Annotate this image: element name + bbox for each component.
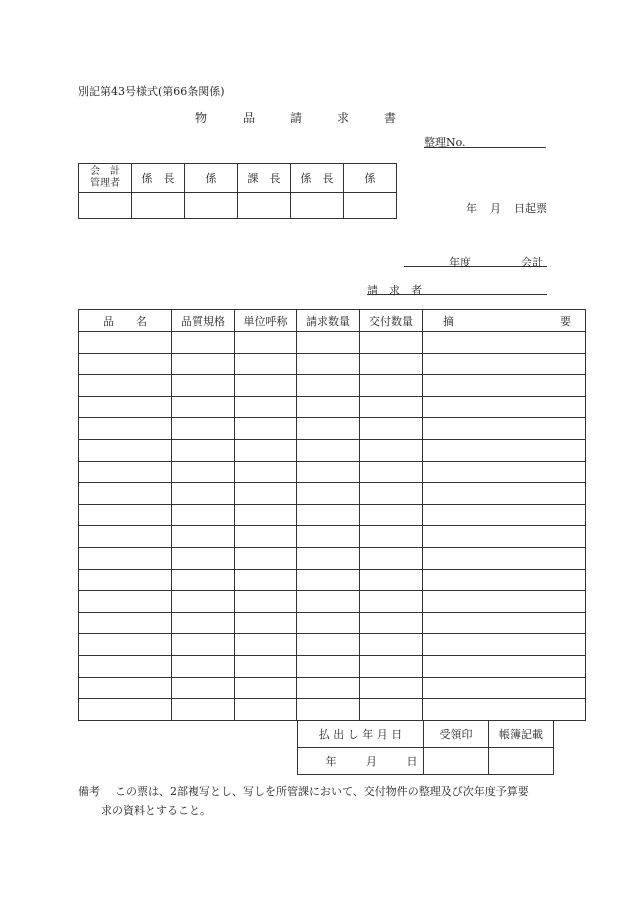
table-cell[interactable] [79, 547, 172, 569]
table-cell[interactable] [360, 591, 423, 613]
table-cell[interactable] [79, 612, 172, 634]
table-cell[interactable] [172, 591, 235, 613]
table-cell[interactable] [297, 396, 360, 418]
table-row [79, 591, 586, 613]
table-cell[interactable] [423, 396, 586, 418]
table-cell[interactable] [235, 612, 297, 634]
table-cell[interactable] [297, 655, 360, 677]
table-cell[interactable] [235, 439, 297, 461]
table-row [79, 461, 586, 483]
title-char: 品 [243, 111, 256, 125]
approval-stamp-cell[interactable] [79, 193, 132, 219]
items-body [79, 332, 586, 721]
notes-label: 備考 [78, 785, 100, 798]
table-cell[interactable] [423, 526, 586, 548]
table-cell[interactable] [360, 396, 423, 418]
issue-year-label: 年 [466, 202, 477, 215]
table-cell[interactable] [172, 526, 235, 548]
table-cell[interactable] [423, 418, 586, 440]
table-cell[interactable] [235, 353, 297, 375]
table-cell[interactable] [360, 483, 423, 505]
table-cell[interactable] [172, 677, 235, 699]
approval-header-kaikei: 会 計 管理者 [79, 164, 132, 193]
table-cell[interactable] [360, 634, 423, 656]
approval-stamp-cell[interactable] [344, 193, 397, 219]
table-cell[interactable] [360, 418, 423, 440]
table-row [79, 699, 586, 721]
table-cell[interactable] [297, 569, 360, 591]
header-delivered-qty: 交付数量 [360, 310, 423, 332]
table-cell[interactable] [172, 612, 235, 634]
table-cell[interactable] [172, 375, 235, 397]
issue-day-label: 日起票 [514, 202, 547, 215]
table-cell[interactable] [172, 634, 235, 656]
table-cell[interactable] [360, 612, 423, 634]
table-cell[interactable] [79, 591, 172, 613]
table-cell[interactable] [297, 461, 360, 483]
header-remarks [423, 310, 586, 332]
table-cell[interactable] [235, 591, 297, 613]
table-cell[interactable] [423, 699, 586, 721]
table-cell[interactable] [235, 569, 297, 591]
payout-date-header: 払 出 し 年 月 日 [298, 721, 424, 748]
table-cell[interactable] [235, 699, 297, 721]
requester-label: 請 求 者 [367, 284, 422, 297]
table-cell[interactable] [297, 332, 360, 354]
table-cell[interactable] [423, 612, 586, 634]
payout-year: 年 [325, 755, 337, 768]
table-row [79, 483, 586, 505]
table-cell[interactable] [79, 655, 172, 677]
header-request-qty: 請求数量 [297, 310, 360, 332]
title-char: 求 [337, 111, 350, 125]
table-row [79, 612, 586, 634]
title-char: 請 [290, 111, 303, 125]
table-cell[interactable] [297, 353, 360, 375]
table-row [79, 353, 586, 375]
table-row [79, 396, 586, 418]
table-cell[interactable] [172, 547, 235, 569]
table-cell[interactable] [360, 461, 423, 483]
approval-stamp-cell[interactable] [185, 193, 238, 219]
table-cell[interactable] [360, 353, 423, 375]
table-cell[interactable] [79, 418, 172, 440]
table-cell[interactable] [79, 504, 172, 526]
table-cell[interactable] [172, 418, 235, 440]
table-cell[interactable] [79, 483, 172, 505]
table-cell[interactable] [360, 375, 423, 397]
notes-line-2: 求の資料とすること。 [101, 804, 211, 817]
table-cell[interactable] [79, 634, 172, 656]
fiscal-year-label: 年度 [449, 256, 471, 269]
table-cell[interactable] [235, 677, 297, 699]
approval-table [78, 163, 397, 219]
table-cell[interactable] [172, 655, 235, 677]
table-cell[interactable] [297, 526, 360, 548]
table-cell[interactable] [297, 591, 360, 613]
table-cell[interactable] [360, 439, 423, 461]
table-cell[interactable] [297, 439, 360, 461]
table-row [79, 569, 586, 591]
table-row [79, 547, 586, 569]
table-cell[interactable] [423, 461, 586, 483]
header-item-name: 品 名 [79, 310, 172, 332]
table-cell[interactable] [172, 439, 235, 461]
table-cell[interactable] [423, 547, 586, 569]
requester-field[interactable] [367, 280, 547, 295]
approval-stamp-cell[interactable] [132, 193, 185, 219]
table-cell[interactable] [360, 526, 423, 548]
table-cell[interactable] [360, 677, 423, 699]
table-cell[interactable] [423, 353, 586, 375]
table-cell[interactable] [235, 526, 297, 548]
table-cell[interactable] [172, 483, 235, 505]
table-cell[interactable] [423, 677, 586, 699]
table-cell[interactable] [235, 634, 297, 656]
table-cell[interactable] [172, 569, 235, 591]
table-cell[interactable] [297, 504, 360, 526]
notes-line-1: この票は、2部複写とし、写しを所管課において、交付物件の整理及び次年度予算要 [115, 785, 529, 798]
table-cell[interactable] [235, 461, 297, 483]
table-row [79, 677, 586, 699]
approval-header-kakaricho: 係 長 [132, 164, 185, 193]
table-cell[interactable] [172, 396, 235, 418]
table-cell[interactable] [79, 353, 172, 375]
table-cell[interactable] [423, 375, 586, 397]
table-row [79, 634, 586, 656]
table-cell[interactable] [423, 655, 586, 677]
seiri-no-field[interactable] [424, 133, 546, 148]
table-cell[interactable] [172, 504, 235, 526]
table-cell[interactable] [297, 634, 360, 656]
table-cell[interactable] [360, 504, 423, 526]
table-cell[interactable] [423, 332, 586, 354]
approval-stamp-cell[interactable] [238, 193, 291, 219]
table-cell[interactable] [79, 396, 172, 418]
table-cell[interactable] [235, 504, 297, 526]
issue-month-label: 月 [490, 202, 501, 215]
table-cell[interactable] [79, 569, 172, 591]
table-cell[interactable] [235, 396, 297, 418]
table-cell[interactable] [79, 375, 172, 397]
table-cell[interactable] [423, 439, 586, 461]
table-cell[interactable] [172, 332, 235, 354]
table-cell[interactable] [79, 461, 172, 483]
table-cell[interactable] [360, 655, 423, 677]
ledger-cell[interactable] [489, 748, 554, 775]
table-cell[interactable] [360, 569, 423, 591]
header-remarks-right: 要 [560, 314, 571, 328]
table-cell[interactable] [79, 699, 172, 721]
table-row [79, 332, 586, 354]
table-cell[interactable] [79, 439, 172, 461]
table-cell[interactable] [79, 332, 172, 354]
payout-date-cell[interactable] [298, 748, 424, 775]
form-reference: 別記第43号様式(第66条関係) [78, 85, 225, 98]
table-cell[interactable] [235, 483, 297, 505]
approval-header-kakaricho-2: 係 長 [291, 164, 344, 193]
table-row [79, 439, 586, 461]
payout-month: 月 [366, 755, 377, 768]
header-spec: 品質規格 [172, 310, 235, 332]
title-char: 書 [384, 111, 397, 125]
table-cell[interactable] [297, 375, 360, 397]
table-row [79, 655, 586, 677]
table-cell[interactable] [423, 504, 586, 526]
table-cell[interactable] [297, 612, 360, 634]
table-cell[interactable] [172, 353, 235, 375]
table-cell[interactable] [79, 526, 172, 548]
approval-header-kakari: 係 [185, 164, 238, 193]
table-cell[interactable] [79, 677, 172, 699]
header-unit: 単位呼称 [235, 310, 297, 332]
account-label: 会計 [521, 256, 543, 269]
header-remarks-left: 摘 [443, 314, 454, 328]
table-cell[interactable] [235, 547, 297, 569]
table-cell[interactable] [297, 418, 360, 440]
table-cell[interactable] [235, 332, 297, 354]
approval-header-kakari-2: 係 [344, 164, 397, 193]
table-row [79, 418, 586, 440]
table-cell[interactable] [423, 634, 586, 656]
table-cell[interactable] [172, 699, 235, 721]
receipt-stamp-cell[interactable] [424, 748, 489, 775]
receipt-header: 受領印 [424, 721, 489, 748]
table-cell[interactable] [172, 461, 235, 483]
table-cell[interactable] [297, 547, 360, 569]
table-cell[interactable] [297, 699, 360, 721]
seiri-no-label: 整理No. [424, 136, 466, 149]
table-cell[interactable] [360, 332, 423, 354]
title-char: 物 [195, 111, 208, 125]
table-cell[interactable] [360, 699, 423, 721]
ledger-header: 帳簿記載 [489, 721, 554, 748]
table-cell[interactable] [297, 483, 360, 505]
table-row [79, 526, 586, 548]
payout-day: 日 [406, 755, 418, 768]
payout-table [297, 720, 554, 775]
approval-header-kacho: 課 長 [238, 164, 291, 193]
table-cell[interactable] [235, 655, 297, 677]
items-table [78, 309, 586, 721]
table-cell[interactable] [235, 418, 297, 440]
table-cell[interactable] [423, 569, 586, 591]
table-cell[interactable] [297, 677, 360, 699]
table-row [79, 375, 586, 397]
table-cell[interactable] [423, 591, 586, 613]
table-row [79, 504, 586, 526]
table-cell[interactable] [423, 483, 586, 505]
approval-stamp-cell[interactable] [291, 193, 344, 219]
table-cell[interactable] [235, 375, 297, 397]
table-cell[interactable] [360, 547, 423, 569]
